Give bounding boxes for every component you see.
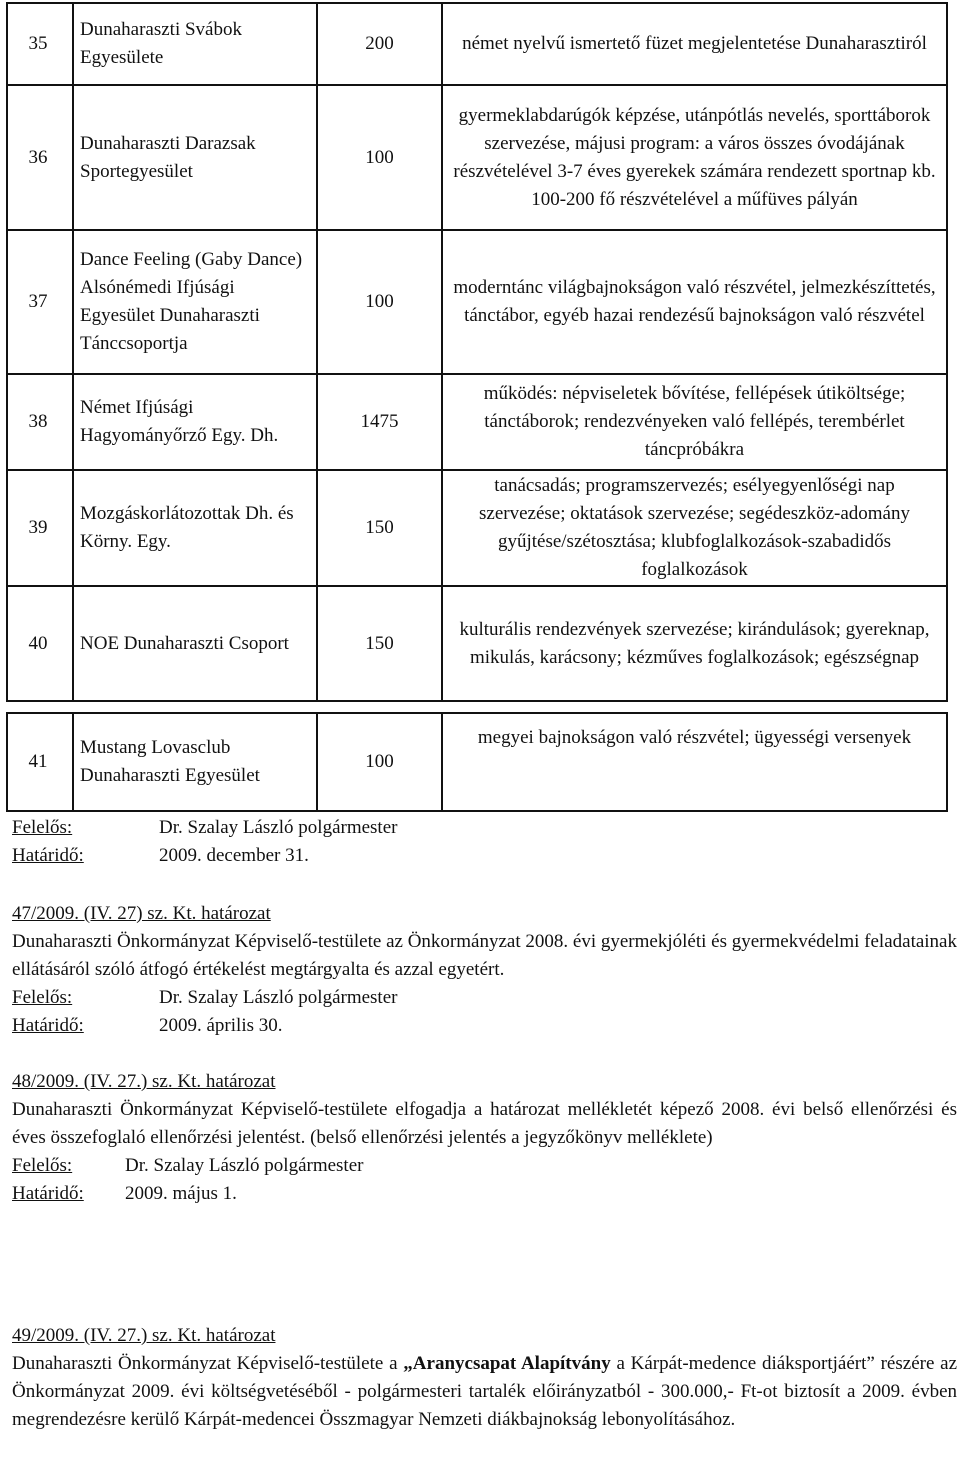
grant-table (6, 2, 948, 812)
purpose: gyermeklabdarúgók képzése, utánpótlás nevelés, sporttáborok szervezése, májusi program: a város összes óvodájának részvételével 3-7 éves gyerekek számára rendezett sportnap kb. 100-200 fő részvételével a műfüves pályán (442, 85, 947, 230)
resolution-body: Dunaharaszti Önkormányzat Képviselő-testülete az Önkormányzat 2008. évi gyermekjóléti és gyermekvédelmi feladatainak ellátásáról szóló átfogó értékelést megtárgyalta és azzal egyetért. (12, 931, 957, 980)
resolution-49 (12, 1322, 957, 1434)
organization-name: Német Ifjúsági Hagyományőrző Egy. Dh. (73, 374, 317, 470)
deadline-line (12, 842, 957, 870)
row-number: 39 (7, 470, 73, 586)
resolution-body-rest: a Kárpát-medence diáksportjáért” részére az Önkormányzat 2009. évi költségvetéséből - polgármesteri tartalék előirányzatból - 300.000,- Ft-ot biztosít a 2009. évben megrendezésre kerülő Kárpát-medencei Összmagyar Nemzeti diákbajnokság lebonyolításához. (12, 1353, 958, 1430)
responsible-value: Dr. Szalay László polgármester (125, 1155, 364, 1176)
organization-name: NOE Dunaharaszti Csoport (73, 586, 317, 701)
purpose: működés: népviseletek bővítése, fellépések útiköltsége; tánctáborok; rendezvényeken való fellépés, terembérlet táncpróbákra (442, 374, 947, 470)
amount: 150 (317, 470, 442, 586)
amount: 1475 (317, 374, 442, 470)
responsible-line (12, 814, 957, 842)
row-number: 38 (7, 374, 73, 470)
row-number: 41 (7, 713, 73, 811)
foundation-name: „Aranycsapat Alapítvány (403, 1353, 611, 1374)
organization-name: Dunaharaszti Svábok Egyesülete (73, 3, 317, 85)
responsible-label: Felelős: (12, 987, 73, 1008)
table-row (7, 374, 947, 470)
row-number: 35 (7, 3, 73, 85)
table-row (7, 3, 947, 85)
deadline-label: Határidő: (12, 845, 84, 866)
organization-name: Dunaharaszti Darazsak Sportegyesület (73, 85, 317, 230)
row-number: 36 (7, 85, 73, 230)
table-row (7, 470, 947, 586)
organization-name: Mustang Lovasclub Dunaharaszti Egyesület (73, 713, 317, 811)
resolution-body: Dunaharaszti Önkormányzat Képviselő-testülete elfogadja a határozat mellékletét képező 2008. évi belső ellenőrzési és éves összefoglaló ellenőrzési jelentést. (belső ellenőrzési jelentés a jegyzőkönyv melléklete) (12, 1099, 957, 1148)
row-number: 37 (7, 230, 73, 374)
resolution-heading: 49/2009. (IV. 27.) sz. Kt. határozat (12, 1325, 276, 1346)
purpose: tanácsadás; programszervezés; esélyegyenlőségi nap szervezése; oktatások szervezése; segédeszköz-adomány gyűjtése/szétosztása; klubfoglalkozások-szabadidős foglalkozások (442, 470, 947, 586)
row-number: 40 (7, 586, 73, 701)
deadline-value: 2009. december 31. (159, 845, 309, 866)
amount: 200 (317, 3, 442, 85)
purpose: megyei bajnokságon való részvétel; ügyességi versenyek (442, 713, 947, 811)
amount: 100 (317, 713, 442, 811)
table-row (7, 586, 947, 701)
organization-name: Mozgáskorlátozottak Dh. és Körny. Egy. (73, 470, 317, 586)
deadline-value: 2009. április 30. (159, 1015, 283, 1036)
resolution-heading: 48/2009. (IV. 27.) sz. Kt. határozat (12, 1071, 276, 1092)
responsible-value: Dr. Szalay László polgármester (159, 987, 398, 1008)
responsible-label: Felelős: (12, 817, 73, 838)
purpose: kulturális rendezvények szervezése; kirándulások; gyereknap, mikulás, karácsony; kézműves foglalkozások; egészségnap (442, 586, 947, 701)
responsible-value: Dr. Szalay László polgármester (159, 817, 398, 838)
purpose: moderntánc világbajnokságon való részvétel, jelmezkészíttetés, tánctábor, egyéb hazai rendezésű bajnokságon való részvétel (442, 230, 947, 374)
resolution-body-start: Dunaharaszti Önkormányzat Képviselő-testülete a (12, 1353, 404, 1374)
resolution-47 (12, 900, 957, 1040)
resolution-48 (12, 1068, 957, 1208)
responsible-label: Felelős: (12, 1155, 73, 1176)
amount: 150 (317, 586, 442, 701)
deadline-label: Határidő: (12, 1183, 84, 1204)
amount: 100 (317, 85, 442, 230)
deadline-label: Határidő: (12, 1015, 84, 1036)
resolution-heading: 47/2009. (IV. 27) sz. Kt. határozat (12, 903, 271, 924)
organization-name: Dance Feeling (Gaby Dance) Alsónémedi Ifjúsági Egyesület Dunaharaszti Tánccsoportja (73, 230, 317, 374)
table-row (7, 713, 947, 811)
table-row (7, 85, 947, 230)
deadline-value: 2009. május 1. (125, 1183, 237, 1204)
resolution-body (12, 1350, 957, 1434)
purpose: német nyelvű ismertető füzet megjelentetése Dunaharasztiról (442, 3, 947, 85)
table-row (7, 230, 947, 374)
amount: 100 (317, 230, 442, 374)
